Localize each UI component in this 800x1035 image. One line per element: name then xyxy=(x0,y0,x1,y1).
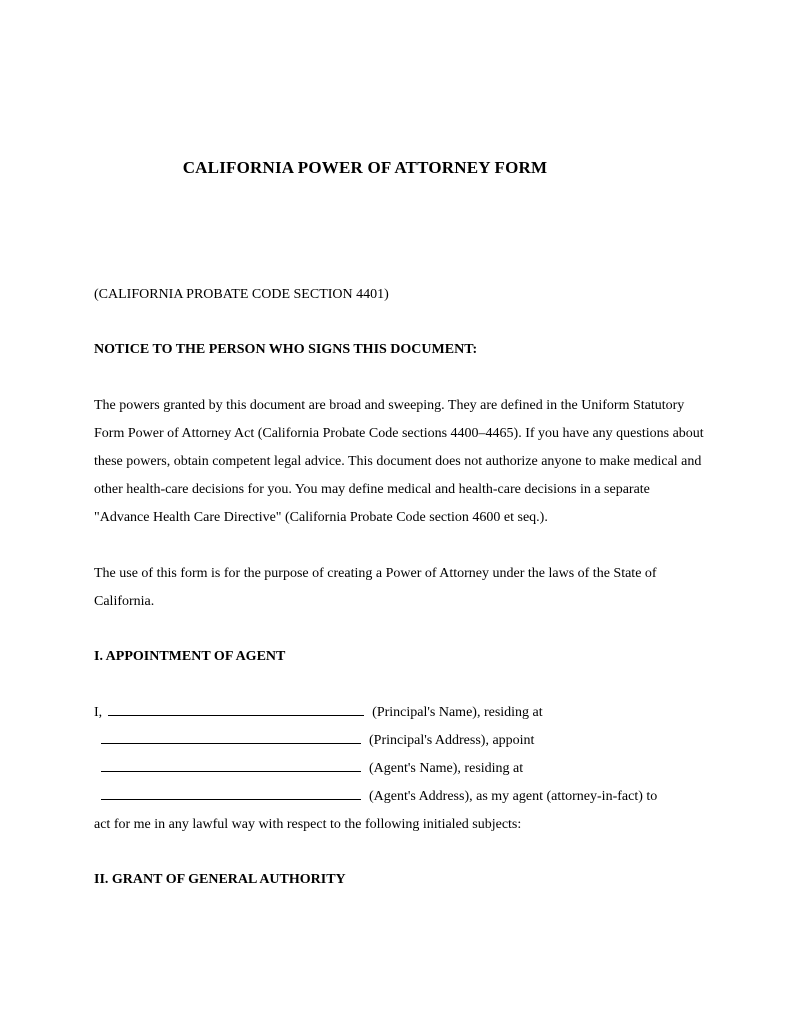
agent-name-label: (Agent's Name), residing at xyxy=(369,761,524,776)
continuation-text: act for me in any lawful way with respect to the following initialed subjects: xyxy=(94,817,522,832)
principal-address-label: (Principal's Address), appoint xyxy=(369,733,535,748)
section-2-heading: II. GRANT OF GENERAL AUTHORITY xyxy=(94,872,346,887)
principal-name-blank[interactable] xyxy=(108,715,364,716)
principal-name-line xyxy=(94,699,706,727)
agent-name-line xyxy=(94,755,706,783)
agent-address-label: (Agent's Address), as my agent (attorney-in-fact) to xyxy=(369,789,658,804)
principal-address-line xyxy=(94,727,706,755)
document-title: CALIFORNIA POWER OF ATTORNEY FORM xyxy=(182,158,548,177)
agent-address-blank[interactable] xyxy=(101,799,361,800)
appointment-fields xyxy=(94,699,706,839)
probate-code-reference: (CALIFORNIA PROBATE CODE SECTION 4401) xyxy=(94,287,389,302)
principal-name-prefix: I, xyxy=(94,705,103,720)
agent-name-blank[interactable] xyxy=(101,771,361,772)
continuation-line xyxy=(94,811,706,839)
principal-address-blank[interactable] xyxy=(101,743,361,744)
notice-heading: NOTICE TO THE PERSON WHO SIGNS THIS DOCUMENT: xyxy=(94,342,478,357)
agent-address-line xyxy=(94,783,706,811)
principal-name-label: (Principal's Name), residing at xyxy=(372,705,543,720)
notice-paragraph: The powers granted by this document are broad and sweeping. They are defined in the Uniform Statutory Form Power of Attorney Act (California Probate Code sections 4400–4465). If you have any questions about these powers, obtain competent legal advice. This document does not authorize anyone to make medical and other health-care decisions for you. You may define medical and health-care decisions in a separate "Advance Health Care Directive" (California Probate Code section 4600 et seq.). xyxy=(94,398,704,525)
section-1-heading: I. APPOINTMENT OF AGENT xyxy=(94,649,286,664)
purpose-paragraph: The use of this form is for the purpose of creating a Power of Attorney under the laws of the State of California. xyxy=(94,566,657,609)
